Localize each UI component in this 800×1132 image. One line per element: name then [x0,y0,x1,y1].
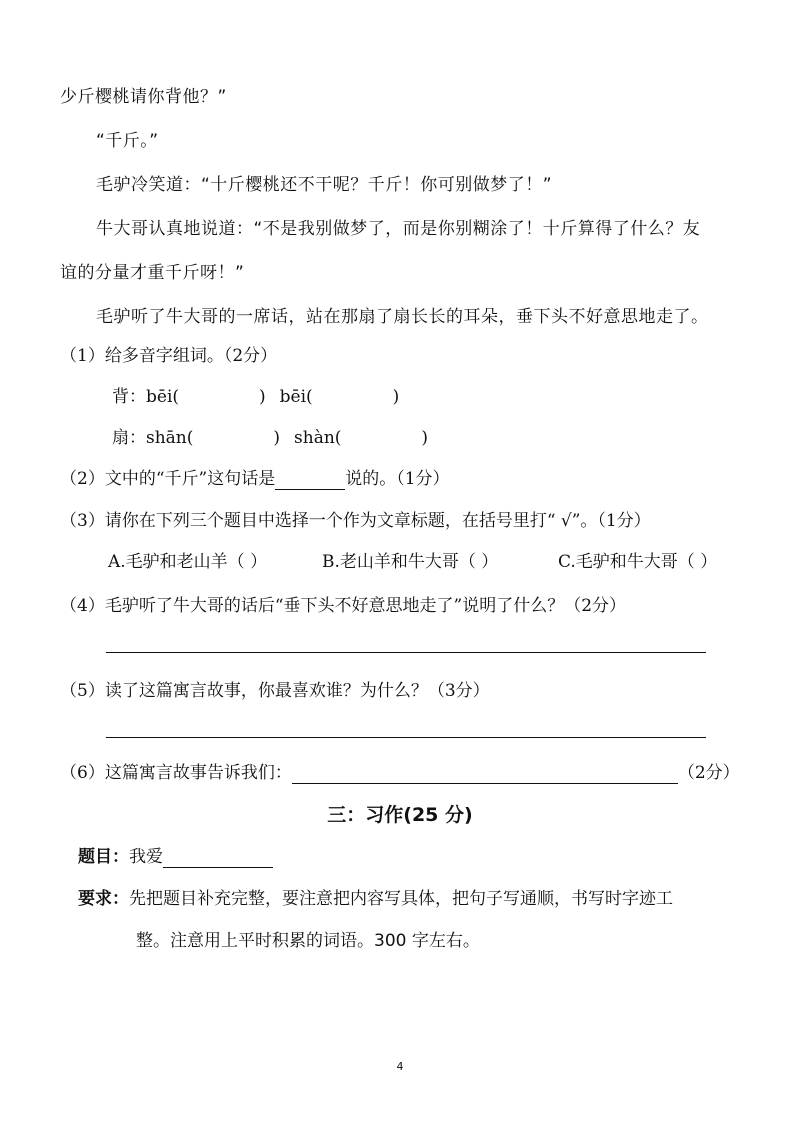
q1-shan-row [112,427,428,449]
q3-option-b[interactable]: B.老山羊和牛大哥（ ） [322,552,499,572]
q4-answer-line[interactable] [106,652,706,653]
story-line: 毛驴听了牛大哥的一席话，站在那扇了扇长长的耳朵，垂下头不好意思地走了。 [96,307,709,327]
title-blank[interactable] [163,867,273,868]
story-line: “千斤。” [96,131,159,151]
q2-answer-blank[interactable] [275,489,345,490]
q1-bei-1: bēi( [146,387,180,407]
requirements-line-1 [78,888,673,910]
title-label: 题目： [78,847,129,867]
requirements-line-2: 整。注意用上平时积累的词语。300 字左右。 [136,931,480,951]
q6-answer-blank[interactable] [292,783,678,784]
q1-shan-char: 扇： [112,428,146,448]
q5-answer-line[interactable] [106,737,706,738]
title-value: 我爱 [129,847,163,867]
q6-prefix: （6）这篇寓言故事告诉我们： [60,763,292,783]
question-1: （1）给多音字组词。（2分） [60,346,278,366]
q1-bei-close-2: ) [392,387,400,407]
composition-title-row [78,846,273,868]
q1-bei-2: bēi( [279,387,313,407]
question-3: （3）请你在下列三个题目中选择一个作为文章标题，在括号里打“ √”。（1分） [60,511,651,531]
story-line: 牛大哥认真地说道：“不是我别做梦了，而是你别糊涂了！十斤算得了什么？友 [96,219,701,239]
q6-suffix: （2分） [677,763,740,783]
q2-prefix: （2）文中的“千斤”这句话是 [60,469,276,489]
question-6 [60,762,740,784]
q1-shan-close-1: ) [273,428,281,448]
q1-shan-2: shàn( [294,428,342,448]
requirements-text-1: 先把题目补充完整，要注意把内容写具体，把句子写通顺，书写时字迹工 [129,889,673,909]
story-line: 谊的分量才重千斤呀！” [60,263,245,283]
q1-shan-close-2: ) [421,428,429,448]
q3-option-c[interactable]: C.毛驴和牛大哥（ ） [558,552,718,572]
q2-suffix: 说的。（1分） [345,469,450,489]
q1-bei-close-1: ) [259,387,266,407]
q1-shan-1: shān( [146,428,194,448]
requirements-label: 要求： [78,889,129,909]
q1-bei-row [112,386,399,408]
q1-bei-char: 背： [112,387,146,407]
page-number: 4 [396,1060,404,1073]
section-heading: 三：习作(25 分) [327,804,473,826]
q3-option-a[interactable]: A.毛驴和老山羊（ ） [108,552,268,572]
story-line: 毛驴冷笑道：“十斤樱桃还不干呢？千斤！你可别做梦了！” [96,175,553,195]
question-5: （5）读了这篇寓言故事，你最喜欢谁？为什么？（3分） [60,681,490,701]
question-4: （4）毛驴听了牛大哥的话后“垂下头不好意思地走了”说明了什么？（2分） [60,596,627,616]
question-2 [60,468,450,490]
story-line: 少斤樱桃请你背他？” [60,87,227,107]
